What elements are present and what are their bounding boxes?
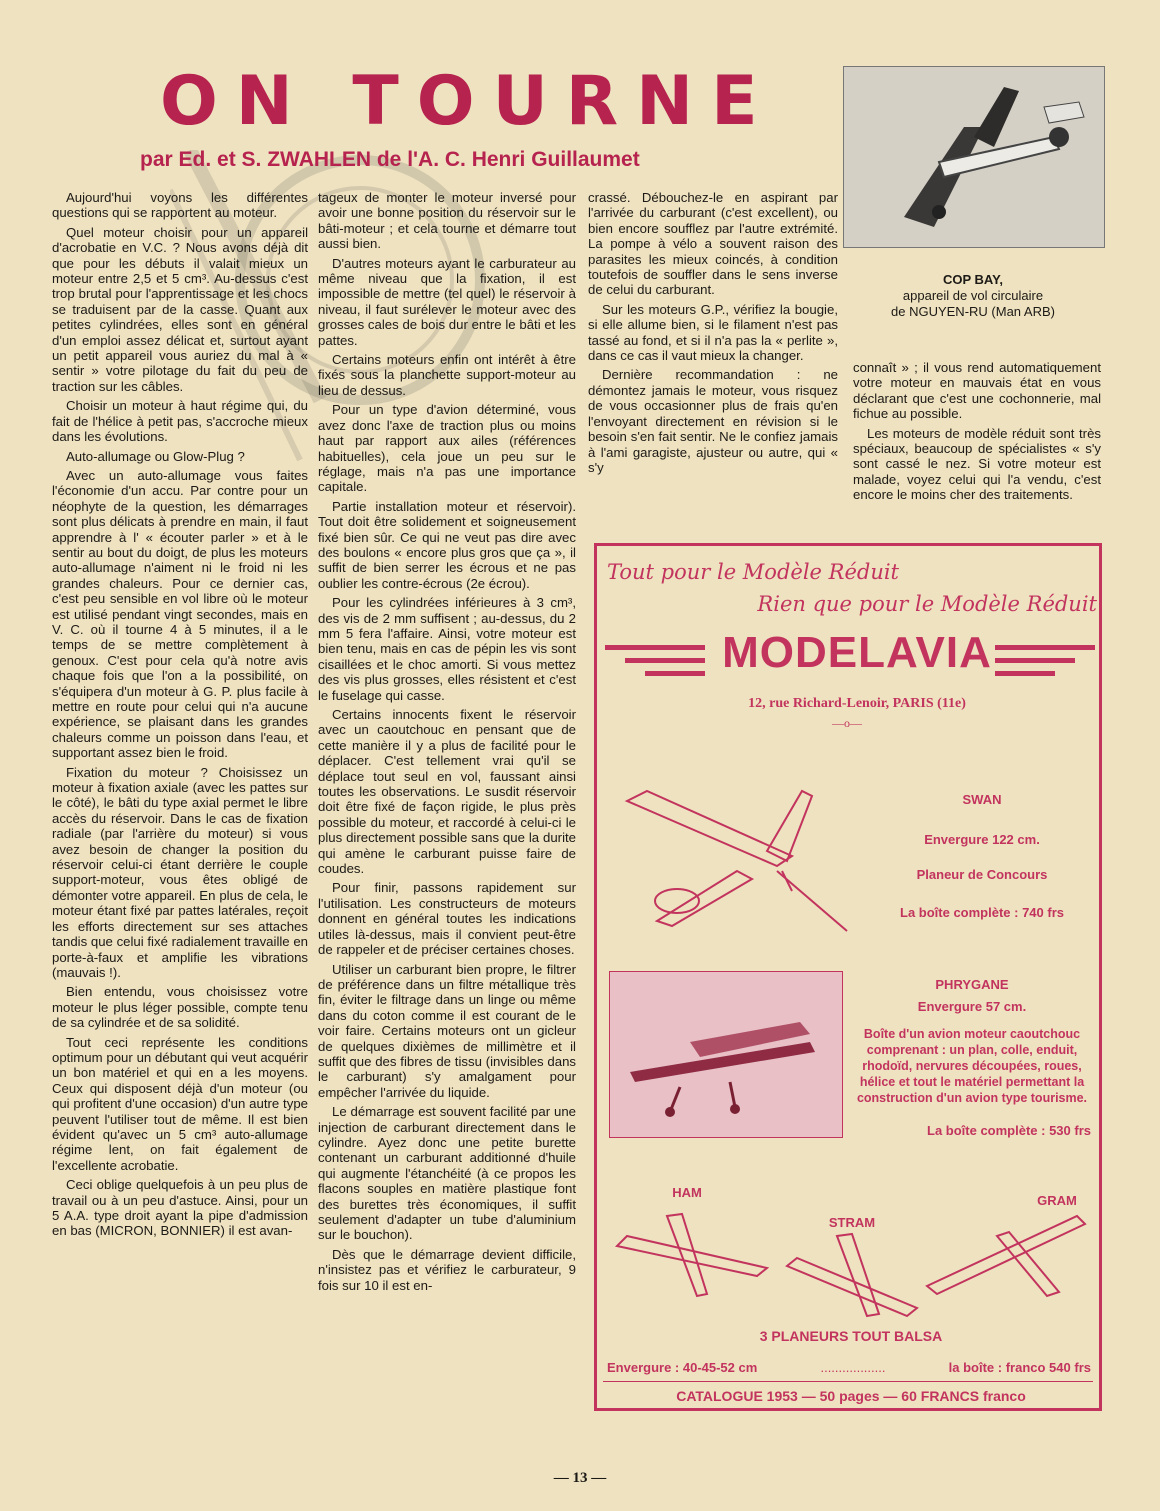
ad-separator: —o— — [832, 716, 862, 730]
paragraph: Pour les cylindrées inférieures à 3 cm³, des vis de 2 mm suffisent ; au-dessus, du 2 mm 5 fera l'affaire. Ainsi, votre moteur est bien tenu, mais en cas de pépin les vis sont cisaillées et le choc amorti. Si vous mettez des vis plus grosses, elles résistent et c'est le fuselage qui casse. — [318, 595, 576, 703]
paragraph: connaît » ; il vous rend automatiquement votre moteur en mauvais état en vous déclarant que c'est une cochonnerie, mal fichue au possible. — [853, 360, 1101, 422]
swan-desc: Planeur de Concours — [916, 867, 1048, 882]
swan-span: Envergure 122 cm. — [924, 832, 1040, 847]
paragraph: Avec un auto-allumage vous faites l'économie d'un accu. Par contre pour un néophyte de la question, les démarrages sont plus délicats à prendre en main, il faut apprendre à l' « écouter parler » et à le sentir au bout du doigt, de plus les moteurs auto-allumage n'aiment ni le froid ni les grandes chaleurs. Pour ce dernier cas, c'est peu sensible en vol libre où le moteur est utilisé pendant vingt secondes, mais en V. C. où il tourne 4 à 5 minutes, il a le temps de se mettre complètement à genoux. C'est pour cela qu'à notre avis chaque fois que l'on a la possibilité, on s'équipera d'un moteur à G. P. plus facile à mettre en route pour celui qui n'a aucune expérience, se plaisant dans les grandes chaleurs comme un poisson dans l'eau, et supportant assez bien le froid. — [52, 467, 308, 761]
ad-divider — [603, 1381, 1093, 1382]
paragraph: crassé. Débouchez-le en aspirant par l'arrivée du carburant (c'est excellent), ou bien encore soufflez par l'autre extrémité. La pompe à vélo a souvent raison des parasites les mieux coincés, à condition toutefois de souffler dans le sens inverse de celui du carburant. — [588, 190, 838, 298]
article-column-4 — [853, 360, 1101, 507]
article-column-2 — [318, 190, 576, 1297]
phrygane-span: Envergure 57 cm. — [917, 999, 1027, 1014]
article-column-3 — [588, 190, 838, 479]
paragraph: Choisir un moteur à haut régime qui, du fait de l'hélice à petit pas, s'accroche mieux dans les évolutions. — [52, 398, 308, 445]
paragraph: tageux de monter le moteur inversé pour avoir une bonne position du réservoir sur le bâti-moteur ; et cela tourne et démarre tout aussi bien. — [318, 190, 576, 252]
paragraph: Aujourd'hui voyons les différentes questions qui se rapportent au moteur. — [52, 190, 308, 221]
swan-name: SWAN — [962, 792, 1002, 807]
gliders-price: la boîte : franco 540 frs — [948, 1360, 1091, 1375]
gliders-price-row — [607, 1360, 1091, 1375]
ad-address: 12, rue Richard-Lenoir, PARIS (11e) — [748, 696, 966, 711]
phrygane-name: PHRYGANE — [935, 977, 1009, 992]
paragraph: Dernière recommandation : ne démontez jamais le moteur, vous risquez de vous occasionner plus de frais qu'en l'envoyant directement en révision si le besoin s'en fait sentir. Ne le confiez jamais à l'ami garagiste, ajusteur ou autre, qui « s'y — [588, 367, 838, 475]
gliders-span: Envergure : 40-45-52 cm — [607, 1360, 758, 1375]
speed-lines-right — [995, 641, 1095, 681]
paragraph: Fixation du moteur ? Choisissez un moteur à fixation axiale (avec les pattes sur le côté), le bâti du type axial permet le libre accès du réservoir. Dans le cas de fixation radiale (par l'arrière du moteur) si vous avez besoin de changer la position du réservoir celui-ci étant derrière le couple support-moteur, vous êtes obligé de démonter votre appareil. En plus de cela, le moteur étant fixé par pattes latérales, reçoit les efforts directement sur ses attaches tandis que celui fixé radialement travaille en porte-à-faux et amplifie les vibrations (mauvais !). — [52, 764, 308, 980]
article-byline: par Ed. et S. ZWAHLEN de l'A. C. Henri Guillaumet — [140, 148, 640, 171]
paragraph: Dès que le démarrage devient difficile, n'insistez pas et vérifiez le carburateur, 9 fois sur 10 il est en- — [318, 1246, 576, 1293]
three-gliders-drawing — [607, 1176, 1097, 1326]
ad-tagline-1: Tout pour le Modèle Réduit — [607, 560, 900, 584]
caption-line: appareil de vol circulaire — [902, 288, 1044, 303]
paragraph: Certains moteurs enfin ont intérêt à être fixés sous la planchette support-moteur au lieu de dessus. — [318, 352, 576, 398]
paragraph: Bien entendu, vous choisissez votre moteur le plus léger possible, compte tenu de sa cylindrée et de sa solidité. — [52, 984, 308, 1031]
cop-bay-photo — [843, 66, 1105, 248]
swan-glider-drawing — [617, 771, 867, 941]
ad-catalogue: CATALOGUE 1953 — 50 pages — 60 FRANCS franco — [676, 1388, 1026, 1404]
phrygane-airplane-drawing — [610, 972, 842, 1137]
speed-lines-left — [605, 641, 705, 681]
paragraph: D'autres moteurs ayant le carburateur au même niveau que la fixation, il est impossible de mettre (tel quel) le réservoir à niveau, il faut surélever le moteur avec des grosses cales de bois dur entre le bâti et les pattes. — [318, 255, 576, 348]
ham-label: HAM — [672, 1185, 702, 1200]
article-title: ON TOURNE — [160, 62, 776, 141]
phrygane-photo — [609, 971, 843, 1138]
gram-label: GRAM — [1037, 1193, 1077, 1208]
paragraph: Ceci oblige quelquefois à un peu plus de travail ou à un peu d'astuce. Ainsi, pour un 5 A.A. type droit ayant la pipe d'admission en bas (MICRON, BONNIER) il est avan- — [52, 1177, 308, 1239]
paragraph: Utiliser un carburant bien propre, le filtrer de préférence dans un filtre métallique très fin, éviter le filtrage dans un linge ou même dans du coton comme il est courant de le voir faire. Certains moteurs ont un gicleur de quelques dixièmes de millimètre et il suffit que des fibres de tissu (invisibles dans le carburant) s'y amalgament pour empêcher l'arrivée du liquide. — [318, 961, 576, 1100]
phrygane-price: La boîte complète : 530 frs — [927, 1123, 1091, 1138]
paragraph: Les moteurs de modèle réduit sont très spéciaux, beaucoup de spécialistes « s'y sont cassé le nez. Si votre moteur est malade, voyez celui qui l'a vendu, c'est encore le moins cher des traitements. — [853, 425, 1101, 503]
ad-tagline-2: Rien que pour le Modèle Réduit — [757, 592, 1097, 616]
photo-caption — [843, 272, 1103, 320]
ad-brand: MODELAVIA — [722, 628, 992, 677]
paragraph: Quel moteur choisir pour un appareil d'acrobatie en V.C. ? Nous avons déjà dit que pour les débuts il valait mieux un moteur entre 2,5 et 5 cm³. Au-dessus c'est trop brutal pour l'apprentissage et les chocs se traduisent par de la casse. Quant aux petites cylindrées, elles sont en général d'un emploi assez délicat et, surtout ayant un petit appareil vous auriez du mal à « sentir » votre pilotage du fait du peu de traction sur les câbles. — [52, 224, 308, 394]
caption-line: de NGUYEN-RU (Man ARB) — [891, 304, 1055, 319]
modelavia-advertisement — [594, 543, 1102, 1411]
paragraph: Le démarrage est souvent facilité par une injection de carburant directement dans le cylindre. Ayez donc une petite burette contenant un carburant additionné d'huile qui augmente l'étanchéité (à ce propos les flacons souples en matière plastique font des burettes très économiques, il suffit seulement d'adapter un tube d'aluminium sur le bouchon). — [318, 1104, 576, 1243]
stram-label: STRAM — [828, 1215, 876, 1230]
paragraph: Pour un type d'avion déterminé, vous avez donc l'axe de traction plus ou moins haut par rapport aux ailes (références habituelles), cela joue un peu sur le réglage, mais n'a pas une importance capitale. — [318, 402, 576, 495]
paragraph: Certains innocents fixent le réservoir avec un caoutchouc en pensant que de cette manière il y a plus de facilité pour le déplacer. C'est tellement vrai qu'il se déplace tout seul en vol, faussant ainsi toutes les observations. Le susdit réservoir doit être fixé de façon rigide, le plus près possible du moteur, et raccordé à celui-ci le plus directement possible sans que la durite qui amène le carburant puisse faire de coudes. — [318, 707, 576, 877]
subheading: Auto-allumage ou Glow-Plug ? — [66, 448, 245, 464]
caption-title: COP BAY, — [943, 272, 1003, 287]
page-number: — 13 — — [553, 1470, 607, 1486]
phrygane-desc: Boîte d'un avion moteur caoutchouc comprenant : un plan, colle, enduit, rhodoïd, nervures découpées, roues, hélice et tout le matériel permettant la construction d'un avion type tourisme. — [856, 1027, 1088, 1105]
gliders-dots: .................. — [820, 1360, 886, 1375]
swan-price: La boîte complète : 740 frs — [900, 905, 1064, 920]
airplane-photo-drawing — [844, 67, 1104, 247]
paragraph: Sur les moteurs G.P., vérifiez la bougie, si elle allume bien, si le filament n'est pas tassé au fond, et si il n'a pas la « perlite », dans ce cas il vaut mieux la changer. — [588, 301, 838, 364]
paragraph: Partie installation moteur et réservoir). Tout doit être solidement et soigneusement fixé bien sûr. Ce qui ne veut pas dire avec des boulons « encore plus gros que ça », il suffit de bien serrer les écrous et ne pas oublier les contre-écrous (2e écrou). — [318, 498, 576, 591]
paragraph: Tout ceci représente les conditions optimum pour un débutant qui veut acquérir un bon matériel et qui en a les moyens. Ceux qui disposent déjà d'un moteur (ou qui profitent d'une occasion) d'un autre type peuvent l'utiliser tout de même. Il est bien évident qu'avec un 5 cm³ auto-allumage régime lent, on fait également de l'excellente acrobatie. — [52, 1034, 308, 1173]
paragraph: Pour finir, passons rapidement sur l'utilisation. Les constructeurs de moteurs donnent en général toutes les indications utiles là-dessus, mais il convient peut-être de rappeler et de préciser certaines choses. — [318, 880, 576, 958]
article-column-1 — [52, 190, 308, 1243]
gliders-headline: 3 PLANEURS TOUT BALSA — [759, 1328, 943, 1344]
